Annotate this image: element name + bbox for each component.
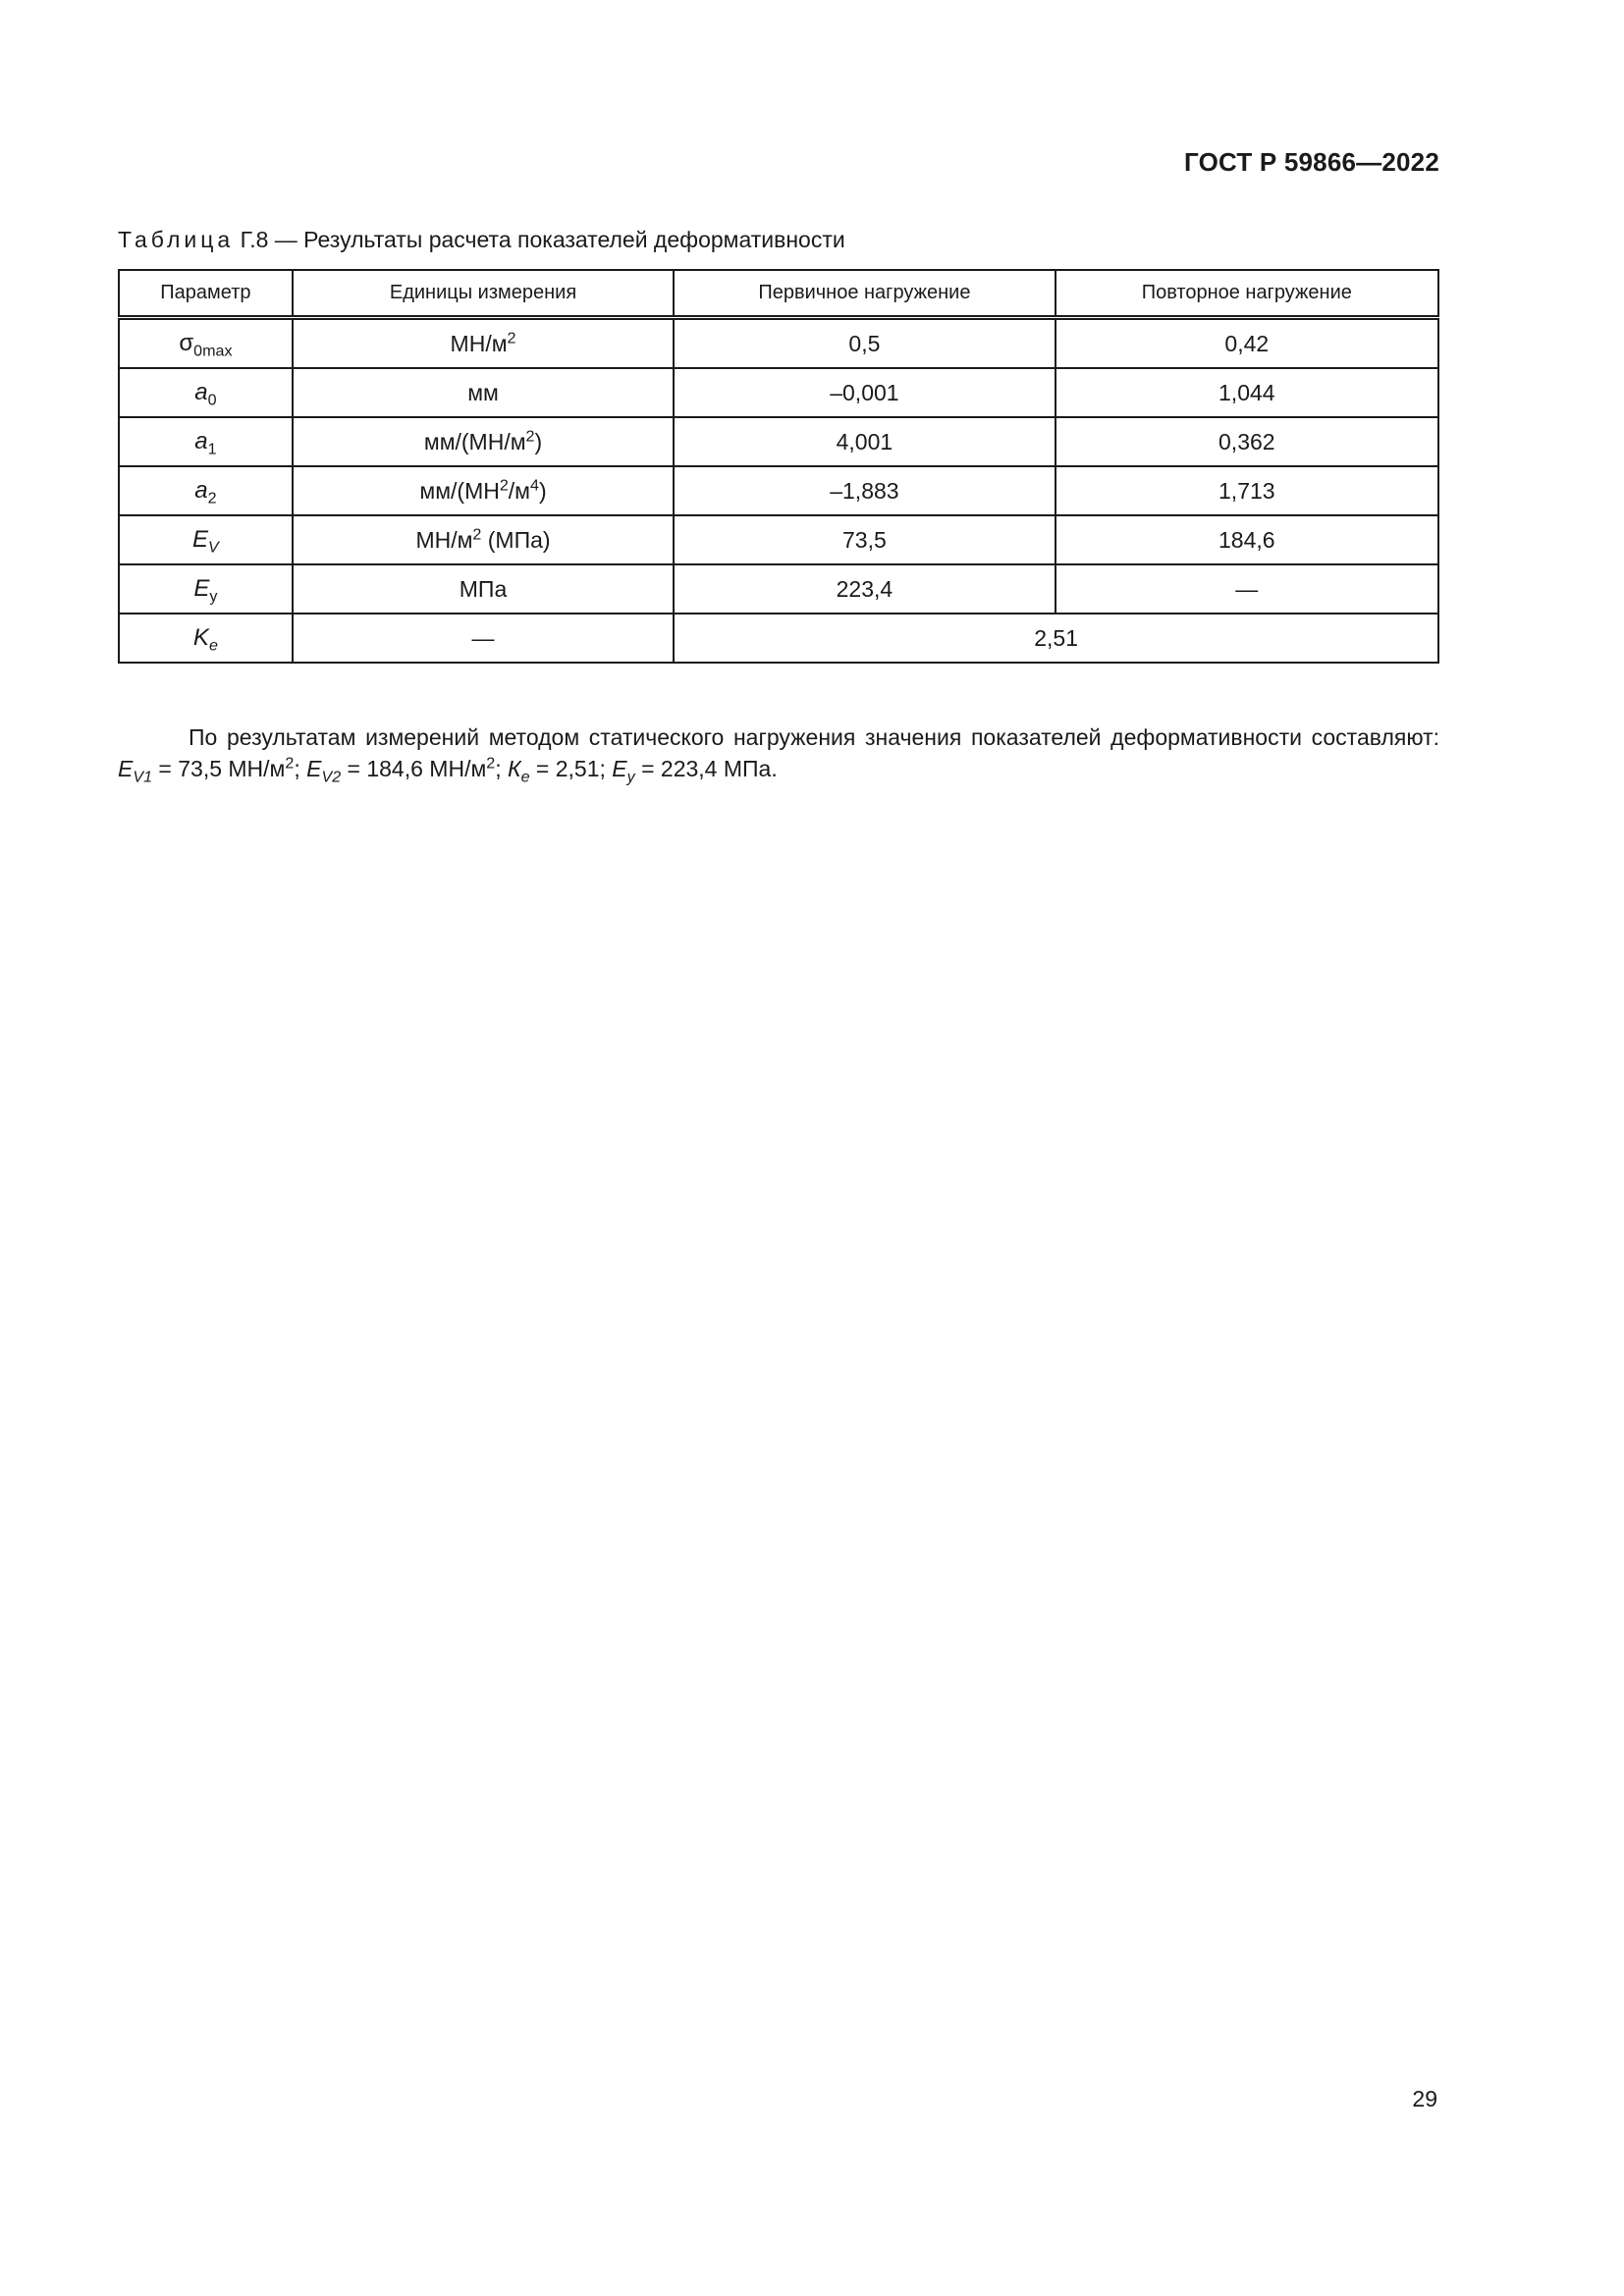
param-cell: [119, 368, 293, 417]
unit-text-tail: ): [538, 477, 547, 504]
unit-cell: мм: [293, 368, 674, 417]
param-subscript: 1: [207, 440, 217, 458]
unit-superscript-2: 4: [530, 475, 539, 494]
table-caption-label: Таблица: [118, 227, 235, 252]
merged-value-cell: 2,51: [674, 614, 1438, 663]
unit-text-mid: /м: [508, 477, 530, 504]
ey-value: = 223,4 МПа.: [634, 756, 778, 781]
ey-symbol: E: [612, 756, 627, 781]
param-symbol: a: [194, 428, 208, 454]
unit-superscript: 2: [525, 426, 535, 445]
table-caption: [118, 227, 845, 253]
param-subscript: 2: [207, 489, 217, 507]
param-subscript: e: [208, 636, 218, 655]
unit-text: мм/(МН/м: [423, 428, 526, 454]
ey-subscript: y: [626, 768, 635, 786]
param-symbol: E: [193, 575, 210, 602]
param-subscript: V: [208, 538, 219, 557]
repeat-value-cell: 1,044: [1056, 368, 1438, 417]
unit-cell: [293, 466, 674, 515]
param-cell: [119, 614, 293, 663]
unit-cell: МПа: [293, 564, 674, 614]
unit-superscript: 2: [499, 475, 509, 494]
ev1-value: = 73,5 МН/м: [152, 756, 286, 781]
ev1-subscript: V1: [133, 768, 153, 786]
separator: ;: [294, 756, 300, 781]
ev1-superscript: 2: [285, 754, 295, 773]
unit-cell: [293, 515, 674, 564]
unit-cell: [293, 318, 674, 369]
param-symbol: E: [192, 526, 209, 553]
param-subscript: 0: [207, 391, 217, 409]
column-header-parameter: Параметр: [119, 270, 293, 318]
results-table: [118, 269, 1439, 664]
unit-text-tail: ): [534, 428, 543, 454]
unit-superscript: 2: [507, 328, 516, 347]
param-symbol: σ: [179, 330, 194, 356]
repeat-value-cell: 184,6: [1056, 515, 1438, 564]
repeat-value-cell: —: [1056, 564, 1438, 614]
unit-superscript: 2: [472, 524, 482, 543]
table-header-row: [119, 270, 1438, 318]
ke-value: = 2,51;: [529, 756, 606, 781]
column-header-primary-loading: Первичное нагружение: [674, 270, 1055, 318]
repeat-value-cell: 0,42: [1056, 318, 1438, 369]
param-subscript: у: [209, 587, 218, 606]
unit-text-tail: (МПа): [481, 526, 551, 553]
primary-value-cell: 0,5: [674, 318, 1055, 369]
primary-value-cell: –0,001: [674, 368, 1055, 417]
unit-cell: [293, 417, 674, 466]
ev2-symbol: E: [306, 756, 322, 781]
unit-text: МН/м: [450, 330, 508, 356]
table-row: [119, 417, 1438, 466]
param-symbol: a: [194, 477, 208, 504]
ke-symbol: К: [508, 756, 521, 781]
results-paragraph: [118, 721, 1439, 784]
param-cell: [119, 515, 293, 564]
param-symbol: K: [192, 624, 209, 651]
document-code: ГОСТ Р 59866—2022: [1184, 147, 1439, 177]
unit-cell: —: [293, 614, 674, 663]
primary-value-cell: 223,4: [674, 564, 1055, 614]
param-symbol: a: [194, 379, 208, 405]
primary-value-cell: 4,001: [674, 417, 1055, 466]
paragraph-lead: По результатам измерений методом статического нагружения значения показателей деформативности составляют:: [189, 724, 1439, 750]
param-cell: [119, 564, 293, 614]
param-cell: [119, 466, 293, 515]
param-cell: [119, 417, 293, 466]
table-row: [119, 614, 1438, 663]
table-row: [119, 564, 1438, 614]
ev2-value: = 184,6 МН/м: [341, 756, 487, 781]
ke-subscript: e: [520, 768, 530, 786]
param-cell: [119, 318, 293, 369]
table-row: [119, 466, 1438, 515]
page-number: 29: [1412, 2086, 1437, 2111]
table-caption-text: Г.8 — Результаты расчета показателей деформативности: [240, 227, 845, 252]
column-header-units: Единицы измерения: [293, 270, 674, 318]
unit-text: мм/(МН: [419, 477, 500, 504]
repeat-value-cell: 0,362: [1056, 417, 1438, 466]
param-subscript: 0max: [193, 342, 233, 360]
separator: ;: [495, 756, 502, 781]
primary-value-cell: –1,883: [674, 466, 1055, 515]
primary-value-cell: 73,5: [674, 515, 1055, 564]
unit-text: МН/м: [415, 526, 473, 553]
ev2-superscript: 2: [486, 754, 496, 773]
ev2-subscript: V2: [321, 768, 342, 786]
ev1-symbol: E: [118, 756, 134, 781]
column-header-repeat-loading: Повторное нагружение: [1056, 270, 1438, 318]
table-row: [119, 515, 1438, 564]
table-row: [119, 368, 1438, 417]
table-row: [119, 318, 1438, 369]
repeat-value-cell: 1,713: [1056, 466, 1438, 515]
